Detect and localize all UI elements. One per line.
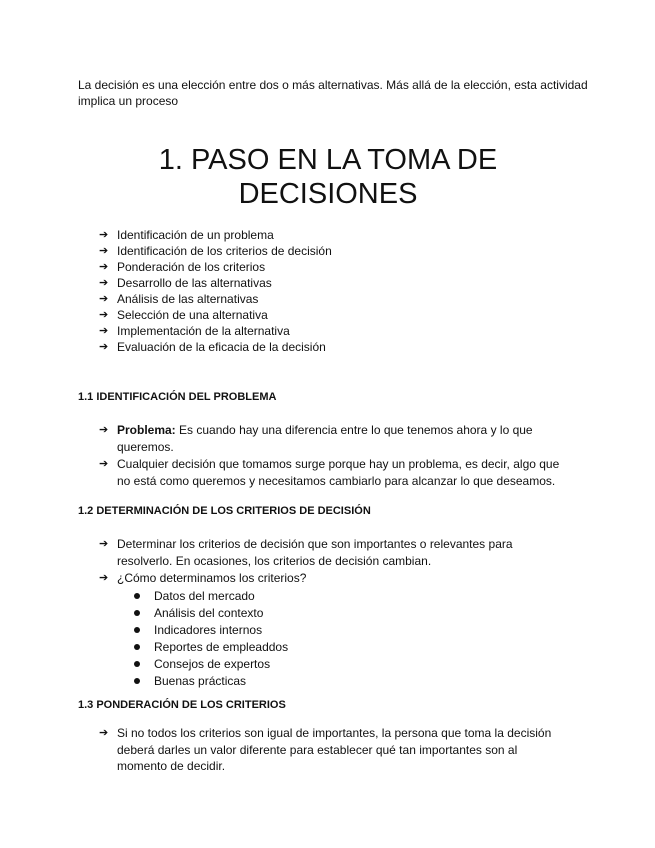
list-item: ➔ Implementación de la alternativa xyxy=(99,324,290,338)
sub-list-item: Reportes de empleaddos xyxy=(117,639,569,655)
arrow-icon: ➔ xyxy=(99,341,109,353)
arrow-icon: ➔ xyxy=(99,277,109,289)
arrow-icon: ➔ xyxy=(99,293,109,305)
arrow-icon: ➔ xyxy=(99,458,109,470)
list-item: ➔ Si no todos los criterios son igual de importantes, la persona que toma la decisión deberá darles un valor diferente para establecer qué tan importantes son al momento de decidir. xyxy=(99,726,552,773)
list-item: ➔ Cualquier decisión que tomamos surge porque hay un problema, es decir, algo que no está como queremos y necesitamos cambiarlo para alcanzar lo que deseamos. xyxy=(99,457,560,488)
page-title: 1. PASO EN LA TOMA DE DECISIONES xyxy=(158,144,498,210)
arrow-icon: ➔ xyxy=(99,424,109,436)
section2-list xyxy=(99,536,569,690)
list-item: ➔ Ponderación de los criterios xyxy=(99,260,266,274)
list-item: ➔ Determinar los criterios de decisión que son importantes o relevantes para resolverlo. En ocasiones, los criterios de decisión cambian. xyxy=(99,537,513,568)
sub-list-item: Consejos de expertos xyxy=(117,656,569,672)
bullet-icon xyxy=(134,678,140,684)
intro-paragraph: La decisión es una elección entre dos o más alternativas. Más allá de la elección, esta actividad implica un proceso xyxy=(78,78,588,108)
section1-list xyxy=(99,422,569,490)
sub-list-item: Análisis del contexto xyxy=(117,605,569,621)
arrow-icon: ➔ xyxy=(99,261,109,273)
arrow-icon: ➔ xyxy=(99,245,109,257)
steps-list xyxy=(99,227,559,355)
sub-list-item: Buenas prácticas xyxy=(117,673,569,689)
arrow-icon: ➔ xyxy=(99,538,109,550)
list-item: ➔ Selección de una alternativa xyxy=(99,308,268,322)
section-heading-identificacion: 1.1 IDENTIFICACIÓN DEL PROBLEMA xyxy=(78,391,277,403)
sub-list-item: Indicadores internos xyxy=(117,622,569,638)
list-item: ➔ Identificación de los criterios de decisión xyxy=(99,244,332,258)
bullet-icon xyxy=(134,627,140,633)
list-item: ➔ Desarrollo de las alternativas xyxy=(99,276,272,290)
arrow-icon: ➔ xyxy=(99,309,109,321)
bullet-icon xyxy=(134,661,140,667)
list-item: ➔ Identificación de un problema xyxy=(99,228,274,242)
list-item: ➔ Análisis de las alternativas xyxy=(99,292,259,306)
sub-list-item: Datos del mercado xyxy=(117,588,569,604)
bullet-icon xyxy=(134,644,140,650)
section-heading-ponderacion: 1.3 PONDERACIÓN DE LOS CRITERIOS xyxy=(78,699,286,711)
list-item: ➔ Problema: Es cuando hay una diferencia entre lo que tenemos ahora y lo que queremos. xyxy=(99,423,533,454)
term-label: Problema: xyxy=(117,423,176,437)
list-item: ➔ ¿Cómo determinamos los criterios? Datos del mercado Análisis del contexto Indicadores internos Reportes de empleaddos Consejos de expertos Buenas prácticas xyxy=(99,570,569,689)
section-heading-criterios: 1.2 DETERMINACIÓN DE LOS CRITERIOS DE DECISIÓN xyxy=(78,505,371,517)
arrow-icon: ➔ xyxy=(99,727,109,739)
arrow-icon: ➔ xyxy=(99,572,109,584)
arrow-icon: ➔ xyxy=(99,325,109,337)
arrow-icon: ➔ xyxy=(99,229,109,241)
section3-list xyxy=(99,725,569,776)
criteria-sublist xyxy=(117,588,569,689)
bullet-icon xyxy=(134,593,140,599)
list-item: ➔ Evaluación de la eficacia de la decisión xyxy=(99,340,326,354)
bullet-icon xyxy=(134,610,140,616)
